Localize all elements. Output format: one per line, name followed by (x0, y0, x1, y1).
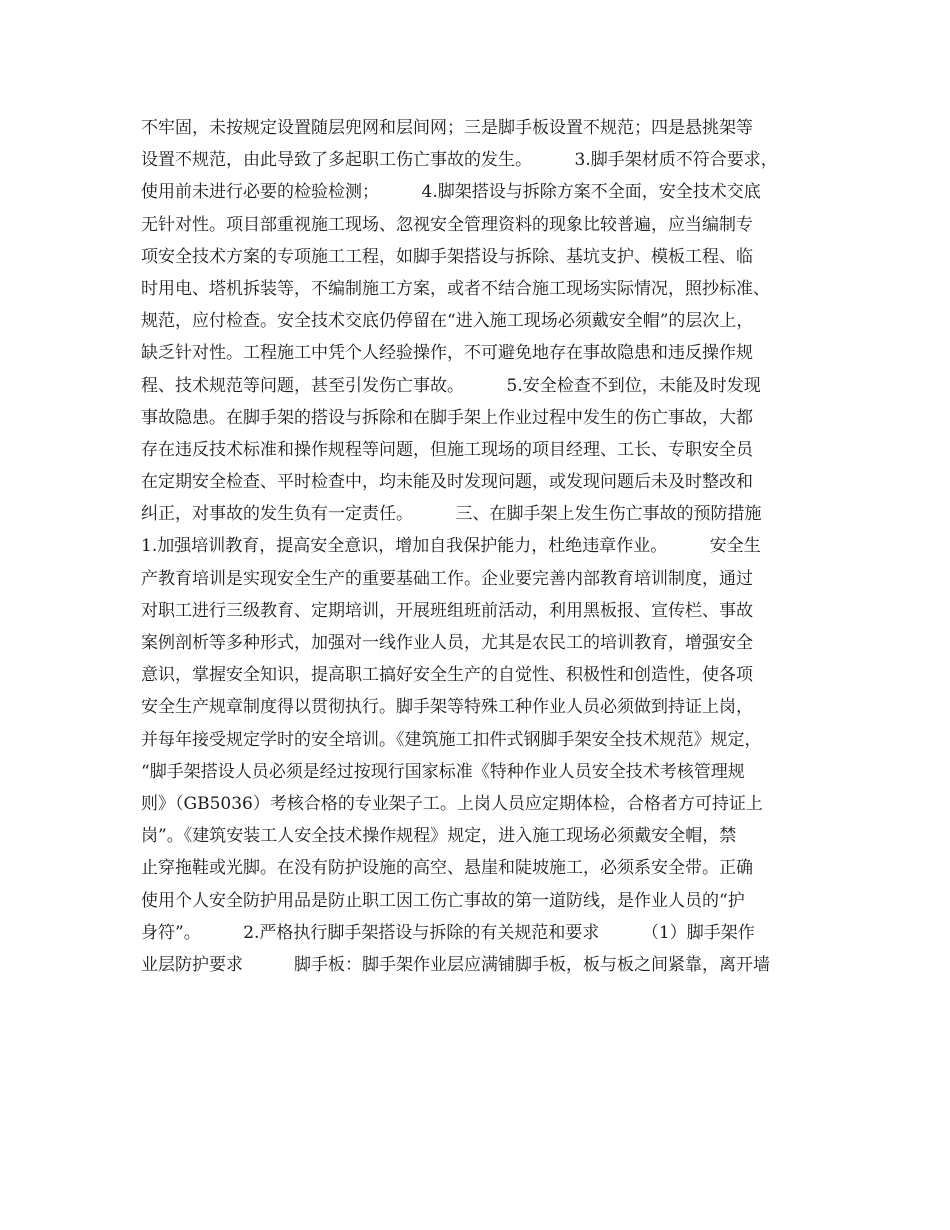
text-line: 对职工进行三级教育、定期培训，开展班组班前活动，利用黑板报、宣传栏、事故 (141, 600, 753, 621)
text-line: 业层防护要求 脚手板：脚手架作业层应满铺脚手板，板与板之间紧靠，离开墙 (141, 954, 770, 975)
text-line: 使用前未进行必要的检验检测； 4.脚架搭设与拆除方案不全面，安全技术交底 (141, 182, 761, 203)
text-line: 案例剖析等多种形式，加强对一线作业人员，尤其是农民工的培训教育，增强安全 (141, 633, 753, 653)
text-line: 存在违反技术标准和操作规程等问题，但施工现场的项目经理、工长、专职安全员 (141, 439, 753, 460)
text-line: 止穿拖鞋或光脚。在没有防护设施的高空、悬崖和陡坡施工，必须系安全带。正确 (141, 858, 753, 879)
text-line: 则》（GB5036）考核合格的专业架子工。上岗人员应定期体检，合格者方可持证上 (141, 793, 763, 814)
text-line: 纠正，对事故的发生负有一定责任。 三、在脚手架上发生伤亡事故的预防措施 (141, 504, 762, 525)
text-line: 1.加强培训教育，提高安全意识，增加自我保护能力，杜绝违章作业。 安全生 (141, 536, 761, 557)
text-line: 身符”。 2.严格执行脚手架搭设与拆除的有关规范和要求 （1）脚手架作 (141, 922, 755, 943)
text-line: 项安全技术方案的专项施工工程，如脚手架搭设与拆除、基坑支护、模板工程、临 (141, 246, 753, 267)
text-line: 并每年接受规定学时的安全培训。《建筑施工扣件式钢脚手架安全技术规范》规定， (141, 729, 762, 750)
body-text (141, 112, 831, 981)
text-line: 不牢固，未按规定设置随层兜网和层间网；三是脚手板设置不规范；四是悬挑架等 (141, 118, 753, 138)
text-line: 缺乏针对性。工程施工中凭个人经验操作，不可避免地存在事故隐患和违反操作规 (141, 343, 753, 364)
text-line: 产教育培训是实现安全生产的重要基础工作。企业要完善内部教育培训制度，通过 (141, 568, 753, 589)
text-line: 时用电、塔机拆装等，不编制施工方案，或者不结合施工现场实际情况，照抄标准、 (141, 278, 770, 299)
text-line: 安全生产规章制度得以贯彻执行。脚手架等特殊工种作业人员必须做到持证上岗， (141, 697, 753, 718)
text-line: 设置不规范，由此导致了多起职工伤亡事故的发生。 3.脚手架材质不符合要求， (141, 150, 778, 171)
text-line: “脚手架搭设人员必须是经过按现行国家标准《特种作业人员安全技术考核管理规 (141, 761, 745, 782)
text-line: 无针对性。项目部重视施工现场、忽视安全管理资料的现象比较普遍，应当编制专 (141, 214, 753, 235)
text-line: 规范，应付检查。安全技术交底仍停留在“进入施工现场必须戴安全帽”的层次上， (141, 311, 754, 332)
text-line: 岗”。《建筑安装工人安全技术操作规程》规定，进入施工现场必须戴安全帽，禁 (141, 826, 737, 847)
text-line: 意识，掌握安全知识，提高职工搞好安全生产的自觉性、积极性和创造性，使各项 (141, 665, 753, 686)
text-line: 事故隐患。在脚手架的搭设与拆除和在脚手架上作业过程中发生的伤亡事故，大都 (141, 407, 753, 428)
text-line: 程、技术规范等问题，甚至引发伤亡事故。 5.安全检查不到位，未能及时发现 (141, 375, 761, 396)
text-line: 使用个人安全防护用品是防止职工因工伤亡事故的第一道防线，是作业人员的“护 (141, 890, 745, 911)
text-line: 在定期安全检查、平时检查中，均未能及时发现问题，或发现问题后未及时整改和 (141, 472, 753, 493)
